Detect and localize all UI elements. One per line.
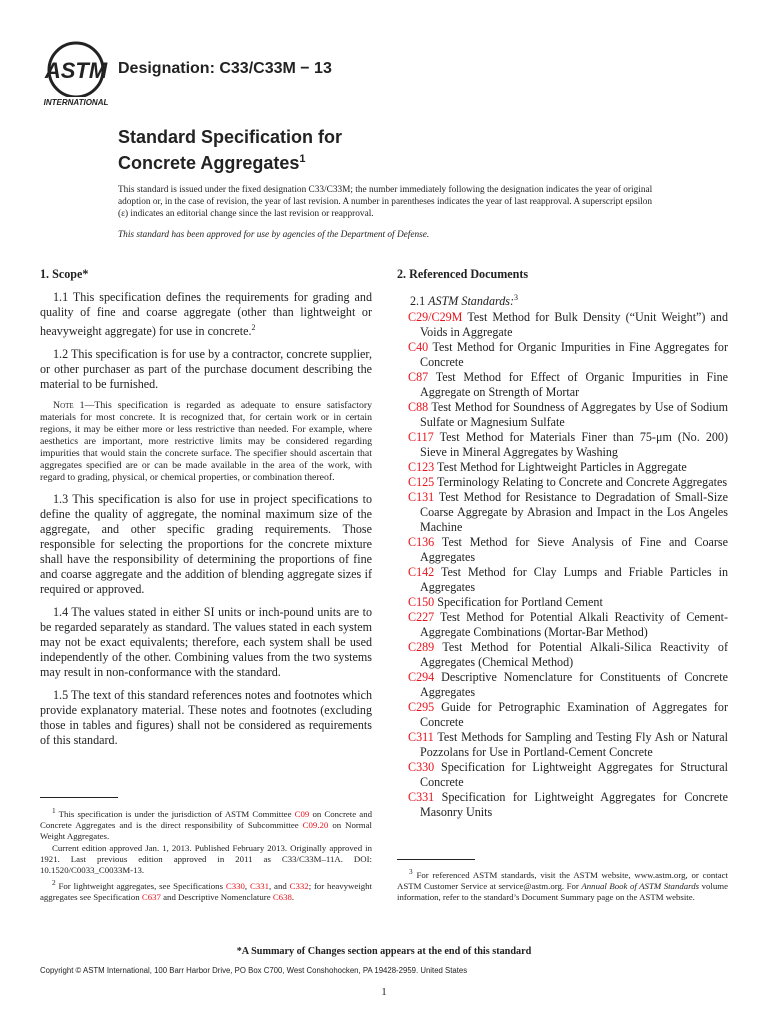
summary-notice: *A Summary of Changes section appears at the end of this standard [236,946,532,957]
link-c331[interactable]: C331 [249,880,270,891]
para-1-2: 1.2 This specification is for use by a contractor, concrete supplier, or other purchaser as part of the purchase document describing the material to be furnished. [40,347,372,392]
reference-code-link[interactable]: C294 [408,670,435,685]
reference-item [397,640,728,670]
reference-title: Test Method for Potential Alkali Reactivity of Cement-Aggregate Combinations (Mortar-Bar Method) [420,610,728,640]
title-line-1: Standard Specification for [118,127,343,147]
title-footnote-ref[interactable]: 1 [299,153,306,165]
reference-code-link[interactable]: C289 [408,640,435,655]
reference-item [397,700,728,730]
reference-code-link[interactable]: C330 [408,760,435,775]
scope-heading: 1. Scope* [40,267,89,281]
link-c09[interactable]: C09 [294,808,310,819]
footnote-1: $^1$ This specification is under the jurisdiction of ASTM Committee C09 on Concrete and Concrete Aggregates and is the direct responsibility of Subcommittee C09.20 on Normal Weight Aggregates. [40,806,372,841]
reference-code-link[interactable]: C125 [408,475,435,490]
reference-code-link[interactable]: C227 [408,610,435,625]
right-column [397,267,728,820]
reference-item [397,370,728,400]
reference-title: Test Method for Materials Finer than 75-μm (No. 200) Sieve in Mineral Aggregates by Washing [420,430,729,460]
reference-item [397,535,728,565]
reference-code-link[interactable]: C40 [408,340,429,355]
astm-logo [38,40,114,108]
page-title [118,126,342,174]
reference-item [397,460,728,475]
left-column [40,267,372,756]
reference-title: Test Method for Soundness of Aggregates by Use of Sodium Sulfate or Magnesium Sulfate [420,400,728,430]
reference-code-link[interactable]: C88 [408,400,429,415]
reference-title: Descriptive Nomenclature for Constituents of Concrete Aggregates [420,670,728,700]
reference-title: Test Method for Organic Impurities in Fine Aggregates for Concrete [420,340,728,370]
references-heading: 2. Referenced Documents [397,267,529,281]
copyright: Copyright © ASTM International, 100 Barr Harbor Drive, PO Box C700, West Conshohocken, PA 19428-2959. United States [40,966,468,975]
reference-item [397,565,728,595]
dod-statement: This standard has been approved for use by agencies of the Department of Defense. [118,230,430,240]
page-number: 1 [381,986,387,998]
footnote-rule-right [397,859,475,860]
reference-item [397,760,728,790]
reference-title: Terminology Relating to Concrete and Concrete Aggregates [437,475,728,490]
note-1 [40,400,372,484]
reference-code-link[interactable]: C331 [408,790,435,805]
reference-code-link[interactable]: C29/C29M [408,310,463,325]
reference-title: Test Method for Lightweight Particles in Aggregate [437,460,687,475]
note-label: Note 1 [53,400,85,412]
astm-standards-label: 2.1 ASTM Standards:$^3$ [410,293,519,309]
reference-item [397,790,728,820]
reference-title: Specification for Lightweight Aggregates for Concrete Masonry Units [420,790,728,820]
reference-item [397,400,728,430]
reference-code-link[interactable]: C295 [408,700,435,715]
reference-title: Test Method for Effect of Organic Impurities in Fine Aggregate on Strength of Mortar [420,370,728,400]
reference-title: Specification for Portland Cement [437,595,603,610]
link-c09-20[interactable]: C09.20 [302,819,329,830]
reference-title: Test Method for Bulk Density (“Unit Weight”) and Voids in Aggregate [420,310,729,340]
title-text: Concrete Aggregates [118,153,300,173]
reference-item [397,730,728,760]
issuance-statement: This standard is issued under the fixed designation C33/C33M; the number immediately following the designation indicates the year of original adoption or, in the case of revision, the year of last revision. A number in parentheses indicates the year of last reapproval. A superscript epsilon (ε) indicates an editorial change since the last revision or reapproval. [118,185,653,219]
reference-code-link[interactable]: C123 [408,460,435,475]
reference-item [397,670,728,700]
reference-code-link[interactable]: C142 [408,565,435,580]
title-line-2 [118,148,342,174]
reference-item [397,340,728,370]
link-c637[interactable]: C637 [141,891,161,902]
para-1-1: 1.1 This specification defines the requirements for grading and quality of fine and coarse aggregate (other than lightweight or heavyweight aggregate) for use in concrete.$^2$ [40,290,372,339]
footnote-rule-left [40,797,118,798]
reference-title: Specification for Lightweight Aggregates for Structural Concrete [420,760,728,790]
para-1-3: 1.3 This specification is also for use in project specifications to define the quality of aggregate, the nominal maximum size of the aggregate, and other specific grading requirements. Those responsible for selecting the proportions for the concrete mixture shall have the responsibility of determining the proportions of fine and coarse aggregate and the addition of blending aggregate sizes if required or approved. [40,492,372,597]
reference-item [397,430,728,460]
logo-text: ASTM [44,58,108,83]
reference-item [397,310,728,340]
reference-title: Guide for Petrographic Examination of Aggregates for Concrete [420,700,728,730]
reference-title: Test Method for Resistance to Degradation of Small-Size Coarse Aggregate by Abrasion and Impact in the Los Angeles Machine [420,490,729,535]
reference-title: Test Method for Clay Lumps and Friable Particles in Aggregates [420,565,728,595]
note-text: —This specification is regarded as adequate to ensure satisfactory materials for most concrete. It is recognized that, for certain work or in certain regions, it may be either more or less restrictive than needed. For example, where aesthetics are important, more restrictive limits may be considered regarding impurities that would stain the concrete surface. The specifier should ascertain that aggregates specified are or can be made available in the area of the work, with regard to grading, physical, or chemical properties, or combination thereof. [40,400,373,484]
reference-item [397,595,728,610]
footnote-1-edition: Current edition approved Jan. 1, 2013. Published February 2013. Originally approved in 1921. Last previous edition approved in 2011 as C33/C33M–11A. DOI: 10.1520/C0033_C0033M-13. [40,842,372,875]
reference-code-link[interactable]: C131 [408,490,435,505]
reference-item [397,475,728,490]
reference-item [397,610,728,640]
reference-item [397,490,728,535]
para-1-5: 1.5 The text of this standard references notes and footnotes which provide explanatory material. These notes and footnotes (excluding those in tables and figures) shall not be considered as requirements of this standard. [40,688,372,748]
reference-list [397,310,728,820]
footnote-ref-3[interactable]: 3 [514,293,519,302]
link-c330[interactable]: C330 [225,880,245,891]
reference-title: Test Method for Potential Alkali-Silica Reactivity of Aggregates (Chemical Method) [420,640,728,670]
para-1-4: 1.4 The values stated in either SI units or inch-pound units are to be regarded separately as standard. The values stated in each system may not be exact equivalents; therefore, each system shall be used independently of the other. Combining values from the two systems may result in non-conformance with the standard. [40,605,372,680]
designation: Designation: C33/C33M − 13 [118,60,332,77]
footnote-2: $^2$ For lightweight aggregates, see Specifications C330, C331, and C332; for heavyweight aggregates see Specification C637 and Descriptive Nomenclature C638. [40,877,372,902]
reference-code-link[interactable]: C311 [408,730,434,745]
reference-code-link[interactable]: C117 [408,430,434,445]
footnote-3: $^3$ For referenced ASTM standards, visit the ASTM website, www.astm.org, or contact ASTM Customer Service at service@astm.org. For Annual Book of ASTM Standards volume information, refer to the standard’s Document Summary page on the ASTM website. [397,867,728,902]
link-c638[interactable]: C638 [272,891,292,902]
reference-title: Test Method for Sieve Analysis of Fine and Coarse Aggregates [420,535,728,565]
footnotes-left [40,805,372,904]
reference-code-link[interactable]: C136 [408,535,435,550]
footnote-ref-2[interactable]: 2 [251,323,256,332]
link-c332[interactable]: C332 [289,880,309,891]
reference-code-link[interactable]: C150 [408,595,435,610]
footnotes-right [397,866,728,904]
reference-code-link[interactable]: C87 [408,370,429,385]
logo-subtext: INTERNATIONAL [43,98,109,107]
reference-title: Test Methods for Sampling and Testing Fly Ash or Natural Pozzolans for Use in Portland-Cement Concrete [420,730,728,760]
